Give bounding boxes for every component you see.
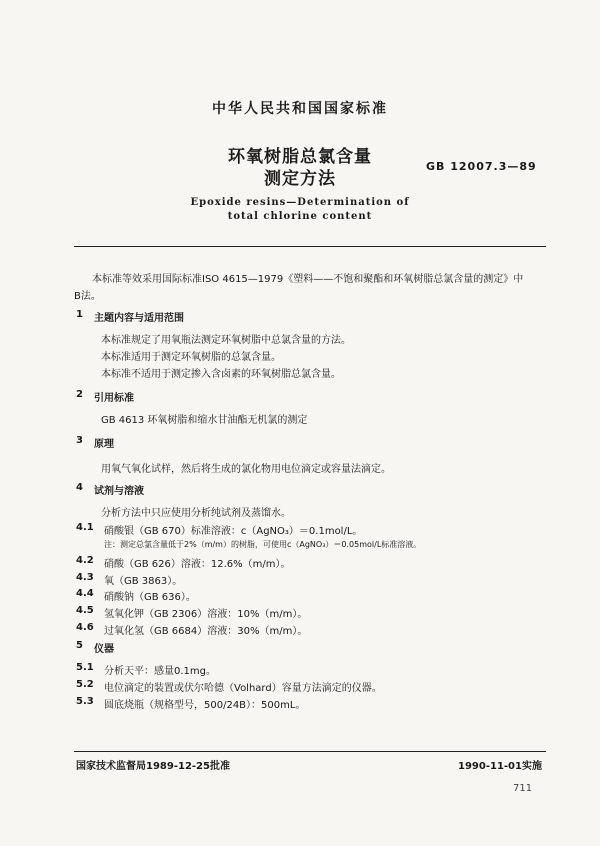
section-5-number: 5 bbox=[76, 640, 83, 651]
reagents-intro: 分析方法中只应使用分析纯试剂及蒸馏水。 bbox=[101, 508, 291, 519]
clause-number: 4.2 bbox=[76, 555, 94, 566]
clause-text: 过氧化氢（GB 6684）溶液：30%（m/m）。 bbox=[104, 626, 308, 637]
clause-text: 电位滴定的装置或伏尔哈德（Volhard）容量方法滴定的仪器。 bbox=[104, 683, 382, 694]
section-3-number: 3 bbox=[76, 435, 83, 446]
clause-number: 4.1 bbox=[76, 522, 94, 533]
clause-number: 4.6 bbox=[76, 622, 94, 633]
document-title-line2: 测定方法 bbox=[264, 169, 336, 189]
section-5-heading: 仪器 bbox=[94, 644, 114, 655]
principle-text: 用氧气氧化试样，然后将生成的氯化物用电位滴定或容量法滴定。 bbox=[101, 464, 391, 475]
footer-divider bbox=[74, 751, 546, 752]
document-title-line1: 环氧树脂总氯含量 bbox=[228, 147, 372, 167]
section-4-heading: 试剂与溶液 bbox=[94, 486, 144, 497]
intro-line1: 本标准等效采用国际标准ISO 4615—1979《塑料——不饱和聚酯和环氧树脂总氯含量的测定》中 bbox=[92, 274, 524, 285]
intro-line2: B法。 bbox=[74, 291, 101, 302]
section-1-number: 1 bbox=[76, 309, 83, 320]
section-1-line: 本标准规定了用氧瓶法测定环氧树脂中总氯含量的方法。 bbox=[101, 335, 351, 346]
english-title-line1: Epoxide resins—Determination of bbox=[190, 197, 410, 208]
section-1-line: 本标准适用于测定环氧树脂的总氯含量。 bbox=[101, 352, 281, 363]
standard-number: GB 12007.3—89 bbox=[426, 160, 537, 173]
header-divider bbox=[74, 246, 546, 247]
page-number: 711 bbox=[513, 783, 533, 794]
clause-text: 圆底烧瓶（规格型号，500/24B）：500mL。 bbox=[104, 700, 306, 711]
clause-text: 硝酸银（GB 670）标准溶液：c（AgNO₃）＝0.1mol/L。 bbox=[104, 526, 363, 537]
english-title-line2: total chlorine content bbox=[227, 211, 373, 222]
section-4-number: 4 bbox=[76, 482, 83, 493]
clause-number: 5.2 bbox=[76, 679, 94, 690]
clause-number: 4.5 bbox=[76, 605, 94, 616]
section-2-heading: 引用标准 bbox=[94, 393, 134, 404]
section-3-heading: 原理 bbox=[94, 439, 114, 450]
normative-reference: GB 4613 环氧树脂和缩水甘油酯无机氯的测定 bbox=[101, 415, 308, 426]
clause-number: 5.3 bbox=[76, 696, 94, 707]
section-1-heading: 主题内容与适用范围 bbox=[94, 313, 184, 324]
clause-number: 5.1 bbox=[76, 662, 94, 673]
clause-number: 4.3 bbox=[76, 572, 94, 583]
issuing-authority: 中华人民共和国国家标准 bbox=[212, 101, 388, 117]
clause-text: 硝酸钠（GB 636）。 bbox=[104, 592, 196, 603]
clause-text: 氧（GB 3863）。 bbox=[104, 576, 183, 587]
approval-date: 国家技术监督局1989-12-25批准 bbox=[76, 761, 230, 772]
clause-text: 分析天平：感量0.1mg。 bbox=[104, 666, 216, 677]
section-1-line: 本标准不适用于测定掺入含卤素的环氧树脂总氯含量。 bbox=[101, 369, 341, 380]
clause-note: 注：测定总氯含量低于2%（m/m）的树脂，可使用c（AgNO₃）＝0.05mol/L标准溶液。 bbox=[104, 540, 422, 549]
section-2-number: 2 bbox=[76, 389, 83, 400]
clause-text: 硝酸（GB 626）溶液：12.6%（m/m）。 bbox=[104, 559, 291, 570]
clause-number: 4.4 bbox=[76, 588, 94, 599]
implementation-date: 1990-11-01实施 bbox=[458, 761, 542, 772]
clause-text: 氢氧化钾（GB 2306）溶液：10%（m/m）。 bbox=[104, 609, 308, 620]
